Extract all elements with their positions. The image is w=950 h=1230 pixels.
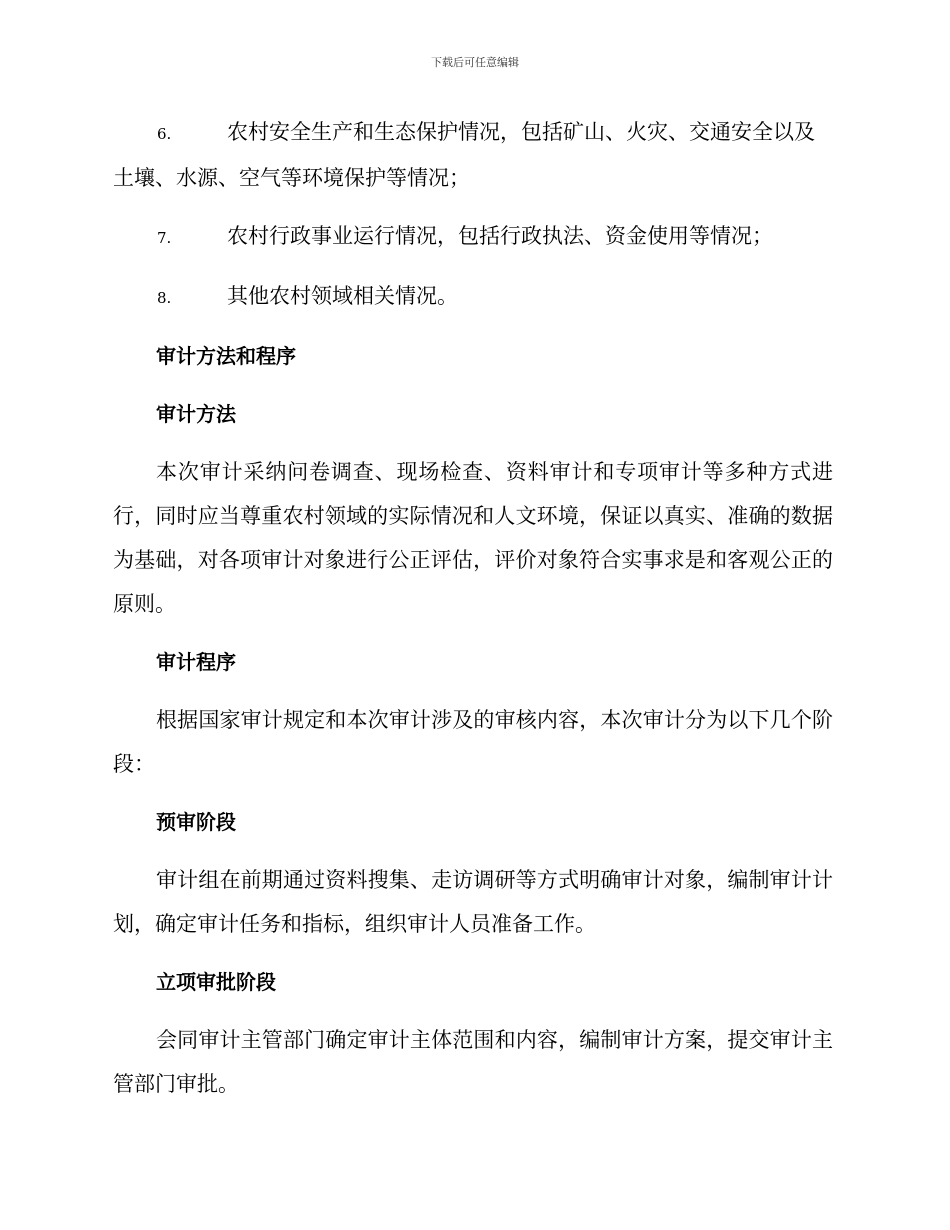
paragraph-pre-audit: 审计组在前期通过资料搜集、走访调研等方式明确审计对象，编制审计计划，确定审计任务和指标，组织审计人员准备工作。 — [113, 868, 833, 936]
list-number: 7. — [157, 229, 172, 247]
list-item-7 — [113, 214, 833, 260]
list-text-continuation: 土壤、水源、空气等环境保护等情况； — [113, 166, 470, 190]
section-heading-approval: 立项审批阶段 — [156, 970, 276, 994]
list-item-8 — [113, 274, 833, 320]
paragraph-methods: 本次审计采纳问卷调查、现场检查、资料审计和专项审计等多种方式进行，同时应当尊重农村领域的实际情况和人文环境，保证以真实、准确的数据为基础，对各项审计对象进行公正评估，评价对象符合实事求是和客观公正的原则。 — [113, 460, 833, 616]
list-number: 8. — [157, 289, 172, 307]
list-item-6 — [113, 110, 833, 200]
list-text: 其他农村领域相关情况。 — [227, 284, 458, 308]
section-heading-methods-procedures: 审计方法和程序 — [156, 344, 296, 368]
paragraph-approval: 会同审计主管部门确定审计主体范围和内容，编制审计方案，提交审计主管部门审批。 — [113, 1028, 833, 1096]
section-heading-pre-audit: 预审阶段 — [156, 810, 236, 834]
paragraph-procedures: 根据国家审计规定和本次审计涉及的审核内容，本次审计分为以下几个阶段： — [113, 708, 833, 776]
page-header: 下载后可任意编辑 — [431, 56, 519, 69]
list-text: 农村安全生产和生态保护情况，包括矿山、火灾、交通安全以及 — [227, 120, 815, 144]
section-heading-methods: 审计方法 — [156, 402, 236, 426]
document-body — [113, 110, 833, 1120]
list-text: 农村行政事业运行情况，包括行政执法、资金使用等情况； — [227, 224, 773, 248]
list-number: 6. — [157, 125, 172, 143]
section-heading-procedures: 审计程序 — [156, 650, 236, 674]
